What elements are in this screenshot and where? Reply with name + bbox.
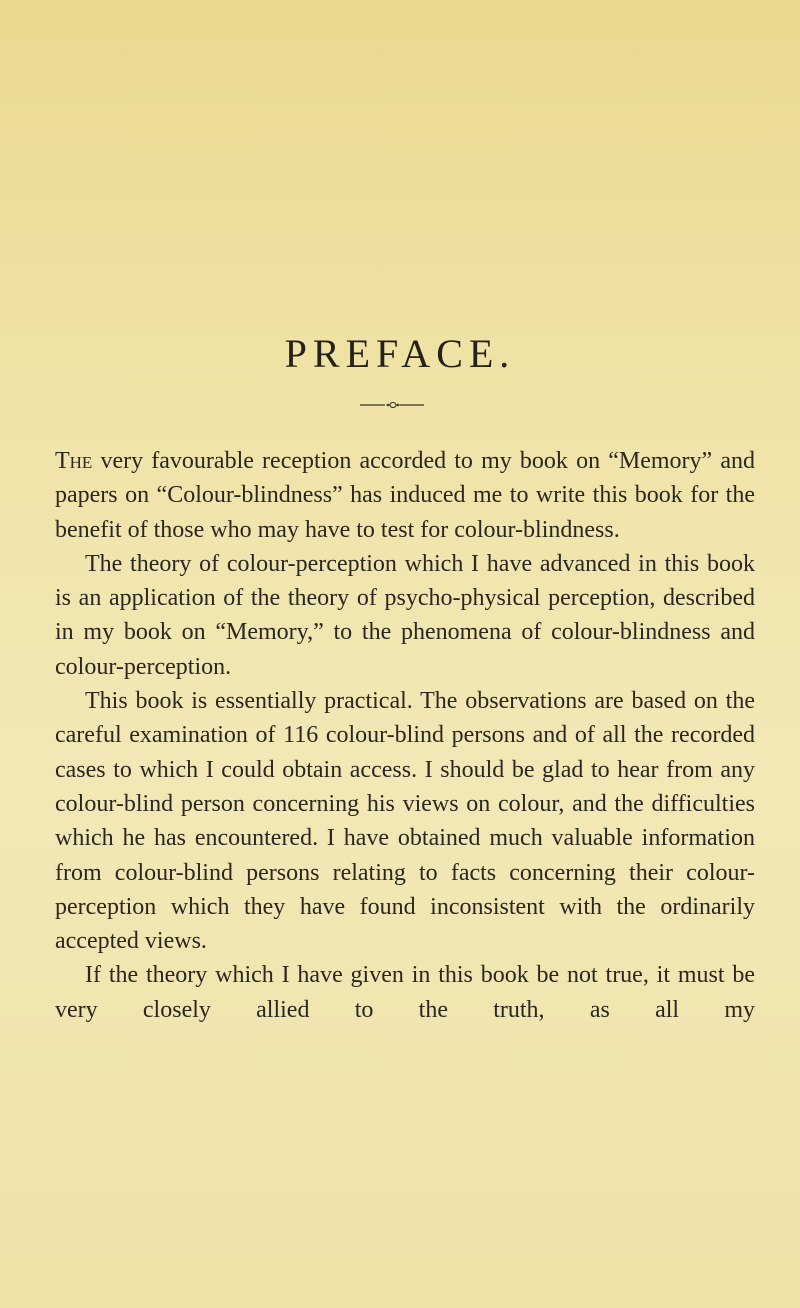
ornament-divider xyxy=(360,400,424,410)
paragraph-lead-word: The xyxy=(55,448,93,474)
preface-body xyxy=(55,444,755,1027)
page-heading: PREFACE. xyxy=(284,331,516,376)
paragraph-1 xyxy=(55,444,755,547)
paragraph-text: The theory of colour-perception which I have advanced in this book is an application of the theory of psycho-physical perception, described in my book on “Memory,” to the phenomena of colour-blindness and colour-perception. xyxy=(55,550,755,680)
paragraph-text: If the theory which I have given in this book be not true, it must be very closely allied to the truth, as all my xyxy=(55,962,755,1023)
paragraph-2 xyxy=(55,547,755,684)
paragraph-3 xyxy=(55,684,755,958)
paragraph-text: This book is essentially practical. The observations are based on the careful examination of 116 colour-blind persons and of all the recorded cases to which I could obtain access. I should be glad to hear from any colour-blind person concerning his views on colour, and the difficulties which he has encountered. I have obtained much valuable information from colour-blind persons relating to facts concerning their colour-perception which they have found inconsistent with the ordinarily accepted views. xyxy=(55,688,755,955)
paragraph-text: very favourable reception accorded to my book on “Memory” and papers on “Colour-blindness” has induced me to write this book for the benefit of those who may have to test for colour-blindness. xyxy=(55,448,755,543)
paragraph-4 xyxy=(55,958,755,1027)
